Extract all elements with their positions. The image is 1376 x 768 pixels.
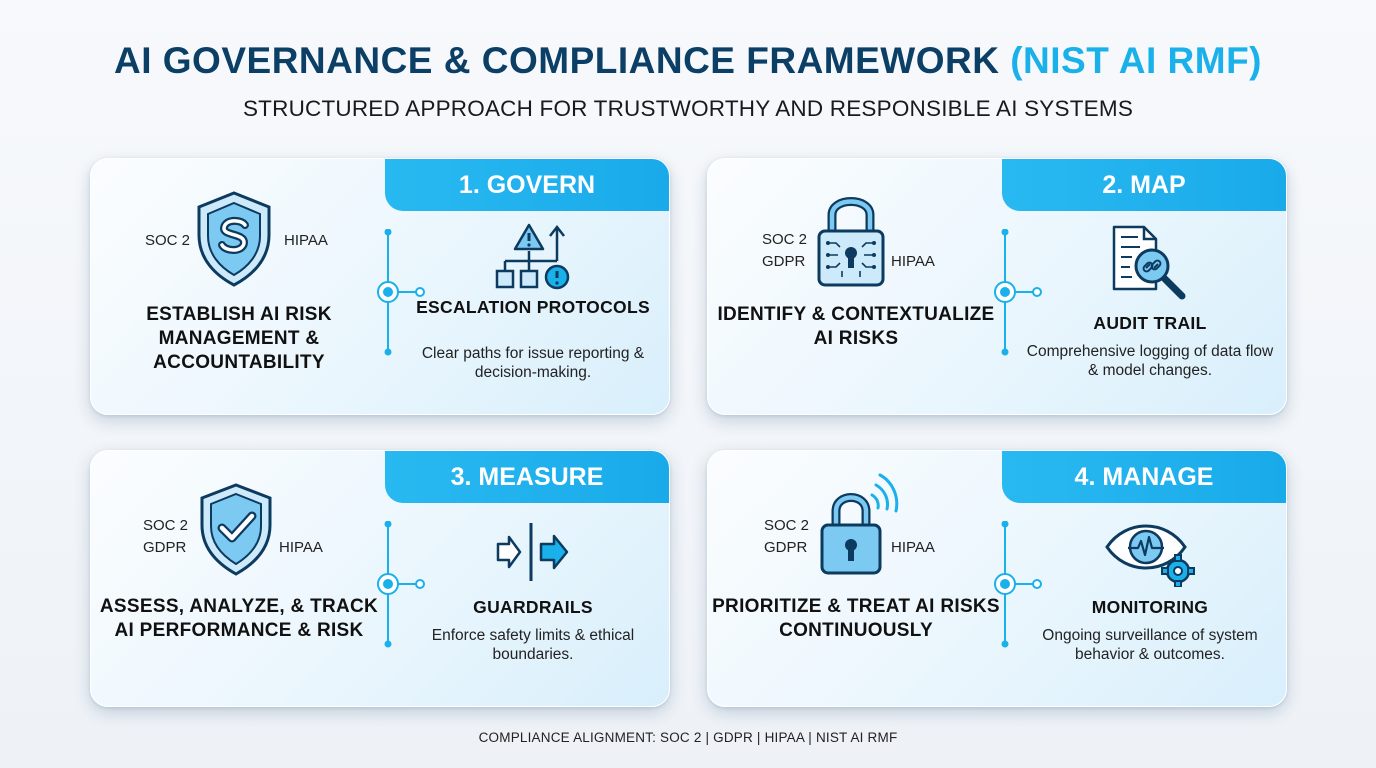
cert-label-soc2: SOC 2 bbox=[764, 517, 810, 534]
cert-label-hipaa: HIPAA bbox=[284, 232, 328, 249]
sub-title: ESCALATION PROTOCOLS bbox=[416, 297, 650, 317]
sub-description: Ongoing surveillance of system behavior & outcomes. bbox=[1042, 627, 1258, 663]
sub-title: GUARDRAILS bbox=[473, 597, 593, 617]
page-subtitle: STRUCTURED APPROACH FOR TRUSTWORTHY AND RESPONSIBLE AI SYSTEMS bbox=[242, 96, 1134, 121]
card-manage bbox=[707, 450, 1287, 707]
connector-node-icon bbox=[993, 229, 1043, 359]
page-title bbox=[0, 40, 1376, 82]
card-measure bbox=[90, 450, 670, 707]
cert-label-hipaa: HIPAA bbox=[891, 539, 935, 556]
cert-label-soc2: SOC 2 bbox=[143, 517, 189, 534]
title-accent: (NIST AI RMF) bbox=[1010, 40, 1262, 81]
sub-title: AUDIT TRAIL bbox=[1093, 313, 1207, 333]
circuit-padlock-icon bbox=[814, 191, 888, 289]
cert-label-soc2: SOC 2 bbox=[145, 232, 191, 249]
main-text: PRIORITIZE & TREAT AI RISKS CONTINUOUSLY bbox=[712, 596, 1000, 641]
cert-label-gdpr: GDPR bbox=[762, 253, 806, 270]
sub-description: Clear paths for issue reporting & decision-making. bbox=[421, 345, 645, 381]
card-map bbox=[707, 158, 1287, 415]
guardrail-arrows-icon bbox=[495, 521, 571, 583]
main-text: IDENTIFY & CONTEXTUALIZE AI RISKS bbox=[717, 304, 995, 349]
shield-s-icon bbox=[193, 189, 275, 289]
cert-label-hipaa: HIPAA bbox=[279, 539, 323, 556]
card-govern bbox=[90, 158, 670, 415]
wireless-padlock-icon bbox=[816, 473, 902, 579]
document-magnifier-icon bbox=[1110, 223, 1192, 305]
shield-check-icon bbox=[197, 481, 275, 577]
cert-label-soc2: SOC 2 bbox=[762, 231, 808, 248]
card-header: 4. MANAGE bbox=[1002, 451, 1286, 503]
escalation-hierarchy-icon bbox=[493, 221, 573, 293]
main-text: ESTABLISH AI RISK MANAGEMENT & ACCOUNTABILITY bbox=[146, 304, 332, 373]
card-header: 1. GOVERN bbox=[385, 159, 669, 211]
title-main: AI GOVERNANCE & COMPLIANCE FRAMEWORK bbox=[114, 40, 1000, 81]
sub-title: MONITORING bbox=[1091, 597, 1209, 617]
cert-label-hipaa: HIPAA bbox=[891, 253, 935, 270]
cert-label-gdpr: GDPR bbox=[764, 539, 808, 556]
compliance-footer: COMPLIANCE ALIGNMENT: SOC 2 | GDPR | HIPAA | NIST AI RMF bbox=[478, 730, 898, 745]
cert-label-gdpr: GDPR bbox=[143, 539, 187, 556]
main-text: ASSESS, ANALYZE, & TRACK AI PERFORMANCE & RISK bbox=[99, 596, 379, 641]
sub-description: Comprehensive logging of data flow & model changes. bbox=[1026, 343, 1274, 379]
eye-gear-icon bbox=[1104, 521, 1198, 587]
sub-description: Enforce safety limits & ethical boundaries. bbox=[431, 627, 635, 663]
card-header: 3. MEASURE bbox=[385, 451, 669, 503]
card-header: 2. MAP bbox=[1002, 159, 1286, 211]
connector-node-icon bbox=[376, 229, 426, 359]
